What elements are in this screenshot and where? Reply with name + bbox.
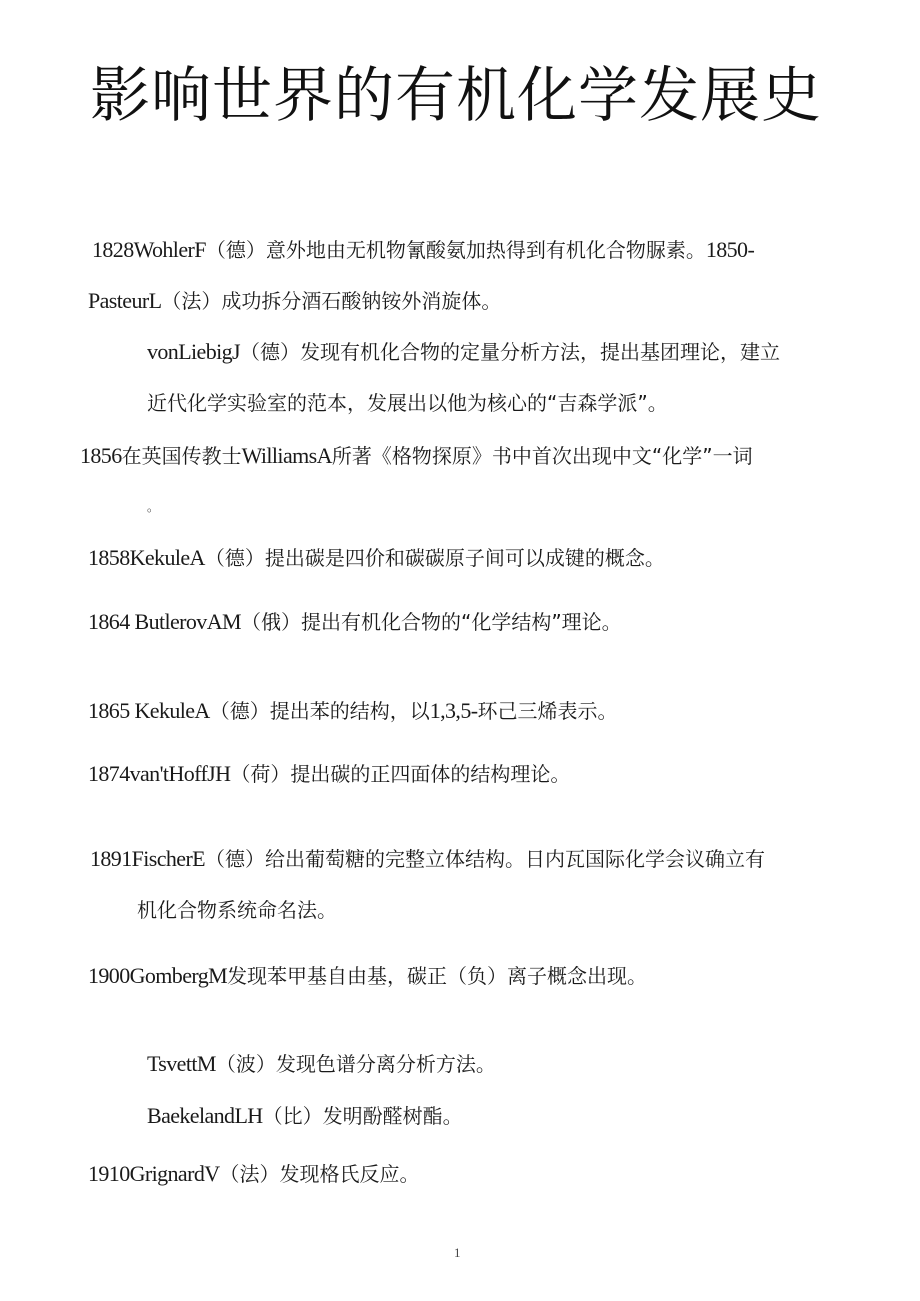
entry-latin: 1856 bbox=[80, 443, 122, 468]
entry-1891-fischer-line2 bbox=[137, 895, 337, 925]
entry-text: （波）发现色谱分离分析方法。 bbox=[215, 1052, 496, 1076]
entry-latin: vonLiebigJ bbox=[147, 339, 240, 364]
entry-text: 发现苯甲基自由基，碳正（负）离子概念出现。 bbox=[227, 964, 648, 988]
entry-text-cont: 环己三烯表示。 bbox=[477, 699, 618, 723]
entry-1864-butlerov bbox=[88, 607, 622, 637]
entry-latin: 1891FischerE bbox=[90, 846, 206, 871]
entry-1856-line1 bbox=[80, 441, 753, 471]
entry-text: （荷）提出碳的正四面体的结构理论。 bbox=[230, 762, 571, 786]
entry-text: （法）成功拆分酒石酸钠铵外消旋体。 bbox=[161, 289, 502, 313]
entry-text: （比）发明酚醛树酯。 bbox=[262, 1104, 463, 1128]
entry-latin: 1865 KekuleA bbox=[88, 698, 210, 723]
entry-latin: PasteurL bbox=[88, 288, 162, 313]
entry-text: （德）提出苯的结构，以 bbox=[209, 699, 430, 723]
entry-text: （德）发现有机化合物的定量分析方法，提出基团理论，建立 bbox=[240, 340, 780, 364]
entry-latin-tail: 1850- bbox=[705, 237, 755, 262]
entry-text: 近代化学实验室的范本，发展出以他为核心的“吉森学派”。 bbox=[147, 391, 668, 415]
entry-text: （德）意外地由无机物氰酸氨加热得到有机化合物脲素。 bbox=[205, 238, 706, 262]
entry-text: 在英国传教士 bbox=[121, 444, 242, 468]
entry-latin: BaekelandLH bbox=[147, 1103, 263, 1128]
entry-text: 机化合物系统命名法。 bbox=[137, 898, 337, 922]
entry-latin-formula: 1,3,5- bbox=[429, 698, 478, 723]
entry-1874-vanthoff bbox=[88, 759, 570, 789]
entry-text: （德）提出碳是四价和碳碳原子间可以成键的概念。 bbox=[204, 546, 665, 570]
entry-tsvett bbox=[147, 1049, 496, 1079]
entry-latin: 1874van'tHoffJH bbox=[88, 761, 231, 786]
entry-1856-line2 bbox=[147, 492, 159, 522]
entry-text: （德）给出葡萄糖的完整立体结构。日内瓦国际化学会议确立有 bbox=[205, 847, 766, 871]
entry-liebig-line2 bbox=[147, 388, 668, 418]
entry-latin: 1910GrignardV bbox=[88, 1161, 220, 1186]
entry-text: （俄）提出有机化合物的“化学结构”理论。 bbox=[240, 610, 622, 634]
entry-latin: 1858KekuleA bbox=[88, 545, 205, 570]
entry-1910-grignard bbox=[88, 1159, 420, 1189]
entry-text-cont: 所著《格物探原》书中首次出现中文“化学”一词 bbox=[331, 444, 753, 468]
entry-latin: TsvettM bbox=[147, 1051, 216, 1076]
entry-1891-fischer-line1 bbox=[90, 844, 765, 874]
entry-1850-pasteur bbox=[88, 286, 501, 316]
page-number: 1 bbox=[454, 1245, 461, 1260]
entry-text: 。 bbox=[147, 500, 160, 514]
entry-1858-kekule bbox=[88, 543, 665, 573]
entry-latin-name: WilliamsA bbox=[241, 443, 332, 468]
entry-text: （法）发现格氏反应。 bbox=[219, 1162, 420, 1186]
entry-liebig-line1 bbox=[147, 337, 780, 367]
entry-latin: 1864 ButlerovAM bbox=[88, 609, 241, 634]
entry-1900-gomberg bbox=[88, 961, 647, 991]
entry-latin: 1900GombergM bbox=[88, 963, 228, 988]
entry-baekeland bbox=[147, 1101, 463, 1131]
entry-1865-kekule bbox=[88, 696, 617, 726]
page-title: 影响世界的有机化学发展史 bbox=[90, 61, 822, 131]
entry-1828-wohler bbox=[92, 235, 754, 265]
entry-latin: 1828WohlerF bbox=[92, 237, 206, 262]
